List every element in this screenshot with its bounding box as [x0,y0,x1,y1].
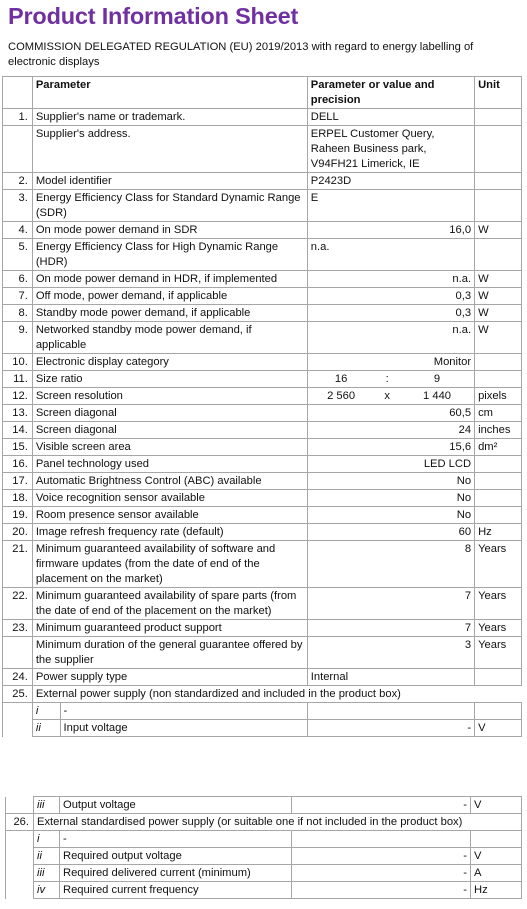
table-row [3,669,522,686]
row-unit [475,669,522,686]
row-label: Visible screen area [32,439,307,456]
row-unit [475,473,522,490]
row-label: Minimum guaranteed product support [32,620,307,637]
value-b: 9 [400,371,475,388]
sub-value: - [292,848,471,865]
row-value: DELL [307,109,474,126]
header-num-cell [3,77,33,109]
header-parameter: Parameter [32,77,307,109]
row-number: 17. [3,473,33,490]
table-row [3,371,522,388]
row-unit: W [475,322,522,354]
table-row [3,490,522,507]
sub-unit [475,703,522,720]
table-row [3,305,522,322]
row-unit: Years [475,637,522,669]
row-unit [475,456,522,473]
row-label: Panel technology used [32,456,307,473]
row-unit [475,190,522,222]
table-row [3,456,522,473]
row-label: Off mode, power demand, if applicable [32,288,307,305]
row-unit: W [475,288,522,305]
row-label: Minimum guaranteed availability of spare parts (from the date of end of the placement on the market) [32,588,307,620]
row-number: 9. [3,322,33,354]
sub-unit: A [471,865,522,882]
table-row [3,541,522,588]
row-number: 2. [3,173,33,190]
value-a: 2 560 [307,388,374,405]
row-value: 0,3 [307,288,474,305]
row-label: External power supply (non standardized and included in the product box) [32,686,521,703]
row-unit: W [475,305,522,322]
sub-label: Required output voltage [60,848,292,865]
value-b: 1 440 [400,388,475,405]
row-number: 19. [3,507,33,524]
row-label: Voice recognition sensor available [32,490,307,507]
sub-row [6,848,522,865]
header-unit: Unit [475,77,522,109]
row-value: P2423D [307,173,474,190]
table-header-row [3,77,522,109]
row-value: ERPEL Customer Query, Raheen Business park, V94FH21 Limerick, IE [307,126,474,173]
sub-value [307,703,474,720]
row-value: 7 [307,588,474,620]
sub-row [6,831,522,848]
sub-value: - [292,882,471,899]
table-row [3,507,522,524]
row-number [6,865,34,882]
row-number [3,637,33,669]
header-value: Parameter or value and precision [307,77,474,109]
sub-label: Input voltage [60,720,307,737]
table-row [3,473,522,490]
row-label: Automatic Brightness Control (ABC) available [32,473,307,490]
row-unit [475,507,522,524]
row-number: 16. [3,456,33,473]
row-unit: W [475,271,522,288]
table-row [3,620,522,637]
row-unit: Years [475,588,522,620]
row-label: Minimum guaranteed availability of software and firmware updates (from the date of end of the placement on the market) [32,541,307,588]
table-row [3,126,522,173]
row-number [6,848,34,865]
row-number: 20. [3,524,33,541]
row-unit: Hz [475,524,522,541]
row-label: Model identifier [32,173,307,190]
row-value: 60,5 [307,405,474,422]
row-number: 18. [3,490,33,507]
value-a: 16 [307,371,374,388]
row-number [3,720,33,737]
roman-numeral: i [32,703,60,720]
sub-unit: V [475,720,522,737]
row-unit [475,109,522,126]
regulation-subtitle: COMMISSION DELEGATED REGULATION (EU) 2019/2013 with regard to energy labelling of electronic displays [8,41,474,68]
row-unit [475,490,522,507]
value-separator: x [374,388,400,405]
table-row [3,239,522,271]
row-label: Energy Efficiency Class for High Dynamic Range (HDR) [32,239,307,271]
sub-value [292,831,471,848]
row-number: 8. [3,305,33,322]
row-number: 25. [3,686,33,703]
sub-label: Required delivered current (minimum) [60,865,292,882]
row-value: No [307,490,474,507]
sub-row [6,882,522,899]
sub-label: - [60,703,307,720]
row-number [6,882,34,899]
sub-label: Required current frequency [60,882,292,899]
row-number: 22. [3,588,33,620]
row-label: External standardised power supply (or suitable one if not included in the product box) [34,814,522,831]
row-number [3,126,33,173]
row-value: n.a. [307,322,474,354]
value-separator: : [374,371,400,388]
sub-row [6,865,522,882]
row-value: LED LCD [307,456,474,473]
row-value: 16,0 [307,222,474,239]
row-label: Room presence sensor available [32,507,307,524]
row-value: 8 [307,541,474,588]
row-label: Power supply type [32,669,307,686]
table-row [3,222,522,239]
row-label: Screen diagonal [32,422,307,439]
row-value: Internal [307,669,474,686]
row-label: Minimum duration of the general guarantee offered by the supplier [32,637,307,669]
power-supply-table [5,796,522,899]
roman-numeral: iv [34,882,60,899]
row-number: 21. [3,541,33,588]
row-number [6,831,34,848]
row-label: Screen diagonal [32,405,307,422]
sub-row [6,797,522,814]
row-value: 7 [307,620,474,637]
row-label: On mode power demand in HDR, if implemented [32,271,307,288]
roman-numeral: i [34,831,60,848]
row-unit [475,173,522,190]
sub-row [3,720,522,737]
row-label: Standby mode power demand, if applicable [32,305,307,322]
row-unit [475,239,522,271]
sub-label: Output voltage [60,797,292,814]
row-label: On mode power demand in SDR [32,222,307,239]
row-unit [475,354,522,371]
row-label: Electronic display category [32,354,307,371]
sub-unit: V [471,797,522,814]
table-row [3,271,522,288]
row-value: 0,3 [307,305,474,322]
row-value: No [307,473,474,490]
row-value: No [307,507,474,524]
sub-unit: Hz [471,882,522,899]
table-row [3,422,522,439]
table-row [3,524,522,541]
row-unit: W [475,222,522,239]
row-label: Size ratio [32,371,307,388]
row-number: 1. [3,109,33,126]
row-value: n.a. [307,271,474,288]
row-number: 26. [6,814,34,831]
row-label: Supplier's address. [32,126,307,173]
row-label: Image refresh frequency rate (default) [32,524,307,541]
row-label: Networked standby mode power demand, if applicable [32,322,307,354]
table-row [3,439,522,456]
row-value: E [307,190,474,222]
table-row [3,288,522,305]
roman-numeral: iii [34,865,60,882]
sub-row [3,703,522,720]
table-row [3,173,522,190]
row-value: 3 [307,637,474,669]
row-number: 24. [3,669,33,686]
row-label: Screen resolution [32,388,307,405]
row-value: 15,6 [307,439,474,456]
row-number: 4. [3,222,33,239]
roman-numeral: iii [34,797,60,814]
row-unit [475,126,522,173]
roman-numeral: ii [34,848,60,865]
page-title: Product Information Sheet [8,3,299,29]
sub-value: - [292,865,471,882]
table-row [3,686,522,703]
row-unit: Years [475,541,522,588]
row-value: 60 [307,524,474,541]
table-row [3,109,522,126]
row-unit: cm [475,405,522,422]
row-number: 23. [3,620,33,637]
row-number [3,703,33,720]
sub-value: - [292,797,471,814]
table-row [6,814,522,831]
table-row [3,190,522,222]
table-row [3,588,522,620]
row-number: 13. [3,405,33,422]
table-row [3,637,522,669]
table-row [3,322,522,354]
sub-unit [471,831,522,848]
row-number: 14. [3,422,33,439]
row-unit: pixels [475,388,522,405]
row-unit: Years [475,620,522,637]
sub-label: - [60,831,292,848]
row-unit: dm² [475,439,522,456]
row-number: 15. [3,439,33,456]
row-unit: inches [475,422,522,439]
row-label: Energy Efficiency Class for Standard Dynamic Range (SDR) [32,190,307,222]
roman-numeral: ii [32,720,60,737]
row-number: 7. [3,288,33,305]
table-row [3,388,522,405]
sub-unit: V [471,848,522,865]
row-number [6,797,34,814]
row-value: n.a. [307,239,474,271]
table-row [3,405,522,422]
row-number: 5. [3,239,33,271]
row-number: 3. [3,190,33,222]
row-number: 11. [3,371,33,388]
product-info-table [2,76,522,737]
row-value: 24 [307,422,474,439]
row-number: 12. [3,388,33,405]
row-number: 10. [3,354,33,371]
table-row [3,354,522,371]
row-value: Monitor [307,354,474,371]
row-unit [475,371,522,388]
row-label: Supplier's name or trademark. [32,109,307,126]
sub-value: - [307,720,474,737]
row-number: 6. [3,271,33,288]
